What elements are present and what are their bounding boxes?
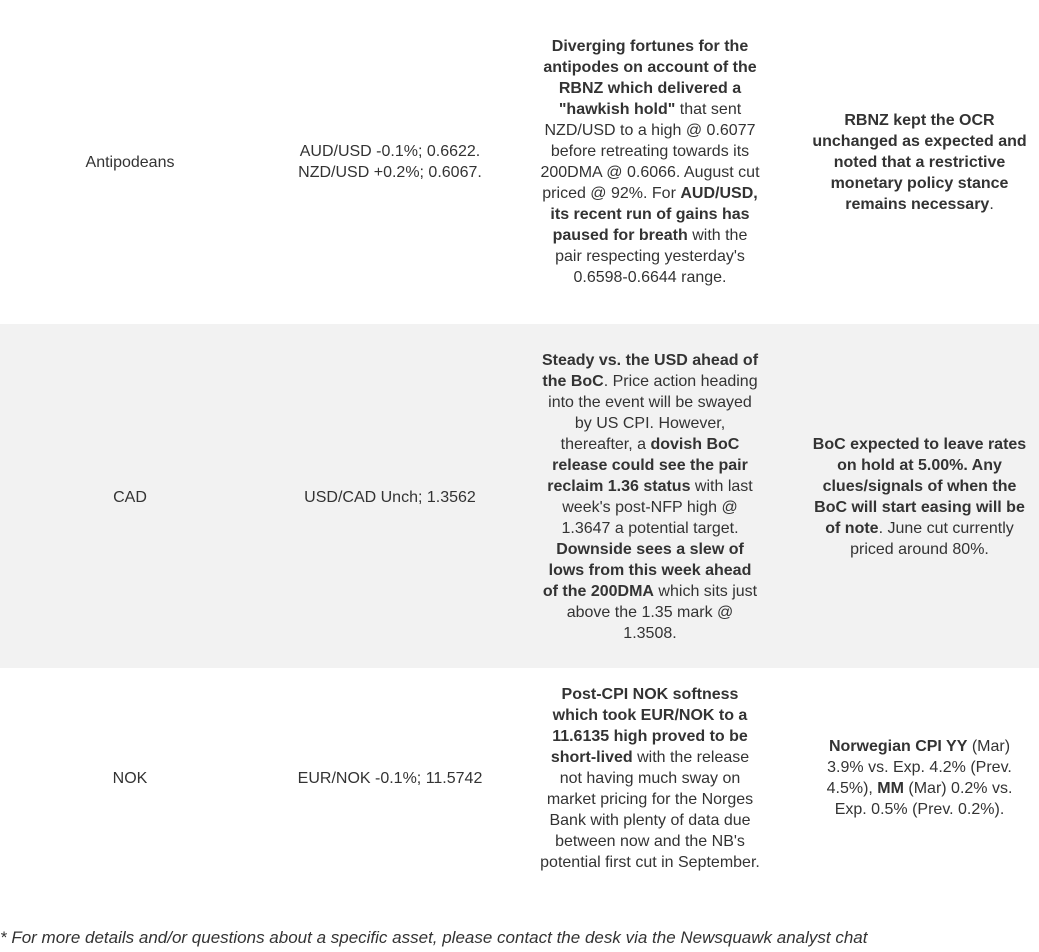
commentary-cell (540, 674, 760, 882)
price-text (298, 768, 483, 789)
asset-label: NOK (112, 769, 148, 787)
commentary-bold: AUD/USD, its recent run of gains has paused for breath (550, 185, 758, 244)
price-text (304, 487, 476, 508)
commentary-plain: with the release not having much sway on market pricing for the Norges Bank with plenty of data due between now and the NB's potential first cut in September. (540, 748, 760, 871)
price-text (298, 141, 482, 183)
asset-cell (0, 674, 260, 882)
price-cell (260, 674, 520, 882)
table-row-cad (0, 324, 1039, 668)
commentary-plain: which sits just above the 1.35 mark @ 1.3508. (566, 583, 758, 642)
event-cell (800, 6, 1039, 318)
asset-cell (0, 330, 260, 664)
commentary-bold: Post-CPI NOK softness which took EUR/NOK to a 11.6135 high proved to be short-lived (550, 685, 748, 766)
commentary-plain: that sent NZD/USD to a high @ 0.6077 before retreating towards its 200DMA @ 0.6066. August cut priced @ 92%. For (540, 101, 760, 202)
asset-label: Antipodeans (85, 153, 175, 171)
table-row-antipodeans (0, 0, 1039, 324)
commentary-bold: dovish BoC release could see the pair reclaim 1.36 status (547, 436, 748, 495)
event-text (810, 736, 1029, 820)
price-line: USD/CAD Unch; 1.3562 (304, 488, 476, 506)
event-plain: (Mar) 3.9% vs. Exp. 4.2% (Prev. 4.5%), (826, 738, 1012, 797)
event-plain: . (989, 195, 994, 213)
commentary-text (540, 36, 760, 288)
commentary-plain: . Price action heading into the event will be swayed by US CPI. However, thereafter, a (548, 373, 758, 453)
event-plain: . June cut currently priced around 80%. (850, 520, 1014, 558)
event-bold: BoC expected to leave rates on hold at 5.00%. Any clues/signals of when the BoC will start easing will be of note (812, 436, 1027, 537)
asset-cell (0, 6, 260, 318)
price-line: EUR/NOK -0.1%; 11.5742 (297, 769, 483, 787)
asset-label: CAD (113, 488, 147, 506)
commentary-cell (540, 6, 760, 318)
table-row-nok (0, 668, 1039, 890)
commentary-text (540, 684, 760, 873)
price-line: NZD/USD +0.2%; 0.6067. (298, 164, 482, 181)
event-text (810, 434, 1029, 560)
event-plain: (Mar) 0.2% vs. Exp. 0.5% (Prev. 0.2%). (834, 780, 1013, 818)
commentary-plain: with last week's post-NFP high @ 1.3647 a potential target. (561, 478, 753, 537)
price-cell (260, 6, 520, 318)
event-cell (800, 330, 1039, 664)
event-bold: Norwegian CPI YY (828, 738, 968, 755)
event-cell (800, 674, 1039, 882)
commentary-bold: Diverging fortunes for the antipodes on account of the RBNZ which delivered a "hawkish hold" (543, 38, 757, 118)
event-bold: RBNZ kept the OCR unchanged as expected and noted that a restrictive monetary policy stance remains necessary (812, 111, 1027, 213)
event-bold: MM (877, 780, 904, 797)
commentary-bold: Downside sees a slew of lows from this week ahead of the 200DMA (542, 541, 752, 600)
footnote: * For more details and/or questions about a specific asset, please contact the desk via the Newsquawk analyst chat (0, 928, 868, 947)
price-line: AUD/USD -0.1%; 0.6622. (299, 143, 481, 160)
commentary-cell (540, 330, 760, 664)
price-cell (260, 330, 520, 664)
commentary-text (540, 350, 760, 644)
event-text (810, 110, 1029, 215)
commentary-plain: with the pair respecting yesterday's 0.6598-0.6644 range. (555, 227, 748, 286)
commentary-bold: Steady vs. the USD ahead of the BoC (541, 352, 759, 390)
